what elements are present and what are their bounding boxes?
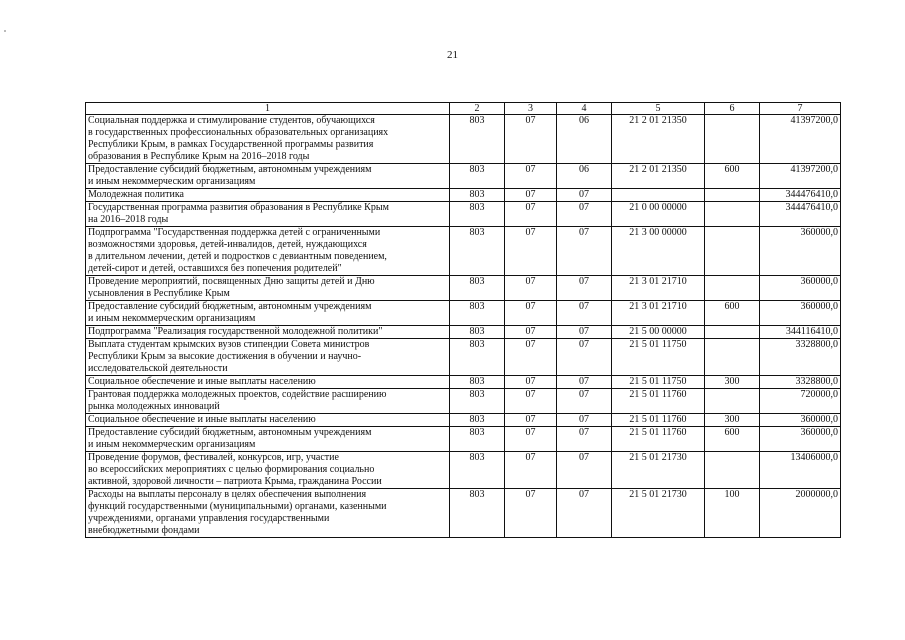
row-name-cell: Государственная программа развития образования в Республике Крым на 2016–2018 годы: [86, 202, 450, 227]
row-subsection-cell: 07: [557, 427, 612, 452]
row-name-cell: Социальная поддержка и стимулирование студентов, обучающихся в государственных профессиональных образовательных организациях Республики Крым, в рамках Государственной программы развития образования в Республике Крым на 2016–2018 годы: [86, 115, 450, 164]
row-expense-type-cell: [705, 389, 760, 414]
table-row: [86, 326, 841, 339]
row-section-cell: 07: [505, 339, 557, 376]
table-row: [86, 301, 841, 326]
column-header-2: 2: [450, 103, 505, 115]
row-section-cell: 07: [505, 326, 557, 339]
row-target-code-cell: 21 3 01 21710: [612, 276, 705, 301]
row-name-cell: Расходы на выплаты персоналу в целях обеспечения выполнения функций государственными (муниципальными) органами, казенными учреждениями, органами управления государственными внебюджетными фондами: [86, 489, 450, 538]
row-name-cell: Предоставление субсидий бюджетным, автономным учреждениям и иным некоммерческим организациям: [86, 427, 450, 452]
row-subsection-cell: 07: [557, 202, 612, 227]
row-amount-cell: 2000000,0: [760, 489, 841, 538]
row-amount-cell: 41397200,0: [760, 164, 841, 189]
row-expense-type-cell: [705, 276, 760, 301]
row-amount-cell: 344116410,0: [760, 326, 841, 339]
row-subsection-cell: 07: [557, 414, 612, 427]
row-amount-cell: 360000,0: [760, 414, 841, 427]
row-section-cell: 07: [505, 389, 557, 414]
row-amount-cell: 3328800,0: [760, 339, 841, 376]
row-target-code-cell: 21 2 01 21350: [612, 164, 705, 189]
row-amount-cell: 344476410,0: [760, 202, 841, 227]
row-target-code-cell: 21 5 01 11750: [612, 376, 705, 389]
row-grbs-cell: 803: [450, 489, 505, 538]
row-name-cell: Проведение форумов, фестивалей, конкурсов, игр, участие во всероссийских мероприятиях с целью формирования социально активной, здоровой личности – патриота Крыма, гражданина России: [86, 452, 450, 489]
row-expense-type-cell: 100: [705, 489, 760, 538]
row-grbs-cell: 803: [450, 389, 505, 414]
row-target-code-cell: 21 3 00 00000: [612, 227, 705, 276]
row-section-cell: 07: [505, 202, 557, 227]
row-section-cell: 07: [505, 115, 557, 164]
row-expense-type-cell: [705, 452, 760, 489]
row-grbs-cell: 803: [450, 427, 505, 452]
header-row: [86, 103, 841, 115]
row-subsection-cell: 06: [557, 164, 612, 189]
column-header-5: 5: [612, 103, 705, 115]
row-expense-type-cell: [705, 339, 760, 376]
row-expense-type-cell: [705, 202, 760, 227]
page-number: 21: [447, 49, 458, 61]
row-section-cell: 07: [505, 276, 557, 301]
column-header-6: 6: [705, 103, 760, 115]
column-header-7: 7: [760, 103, 841, 115]
row-name-cell: Выплата студентам крымских вузов стипендии Совета министров Республики Крым за высокие достижения в обучении и научно- исследовательской деятельности: [86, 339, 450, 376]
row-amount-cell: 13406000,0: [760, 452, 841, 489]
row-name-cell: Молодежная политика: [86, 189, 450, 202]
row-target-code-cell: 21 0 00 00000: [612, 202, 705, 227]
table-row: [86, 164, 841, 189]
row-section-cell: 07: [505, 376, 557, 389]
table-row: [86, 376, 841, 389]
row-subsection-cell: 07: [557, 489, 612, 538]
row-subsection-cell: 07: [557, 189, 612, 202]
row-section-cell: 07: [505, 414, 557, 427]
row-target-code-cell: 21 5 01 11760: [612, 427, 705, 452]
row-expense-type-cell: 600: [705, 427, 760, 452]
row-section-cell: 07: [505, 189, 557, 202]
table-row: [86, 189, 841, 202]
row-section-cell: 07: [505, 301, 557, 326]
row-grbs-cell: 803: [450, 276, 505, 301]
row-section-cell: 07: [505, 489, 557, 538]
row-target-code-cell: 21 5 01 11760: [612, 389, 705, 414]
row-grbs-cell: 803: [450, 227, 505, 276]
row-grbs-cell: 803: [450, 339, 505, 376]
row-expense-type-cell: [705, 189, 760, 202]
row-section-cell: 07: [505, 427, 557, 452]
row-name-cell: Грантовая поддержка молодежных проектов, содействие расширению рынка молодежных инноваций: [86, 389, 450, 414]
row-name-cell: Предоставление субсидий бюджетным, автономным учреждениям и иным некоммерческим организациям: [86, 164, 450, 189]
row-name-cell: Социальное обеспечение и иные выплаты населению: [86, 376, 450, 389]
table-row: [86, 427, 841, 452]
row-target-code-cell: [612, 189, 705, 202]
row-section-cell: 07: [505, 452, 557, 489]
row-target-code-cell: 21 5 01 21730: [612, 452, 705, 489]
row-grbs-cell: 803: [450, 189, 505, 202]
row-target-code-cell: 21 5 01 11750: [612, 339, 705, 376]
row-expense-type-cell: [705, 115, 760, 164]
table-row: [86, 276, 841, 301]
row-amount-cell: 344476410,0: [760, 189, 841, 202]
table-row: [86, 227, 841, 276]
row-section-cell: 07: [505, 164, 557, 189]
table-row: [86, 489, 841, 538]
row-subsection-cell: 06: [557, 115, 612, 164]
row-grbs-cell: 803: [450, 376, 505, 389]
row-subsection-cell: 07: [557, 326, 612, 339]
row-subsection-cell: 07: [557, 376, 612, 389]
row-subsection-cell: 07: [557, 389, 612, 414]
table-row: [86, 452, 841, 489]
row-amount-cell: 360000,0: [760, 276, 841, 301]
row-amount-cell: 3328800,0: [760, 376, 841, 389]
row-grbs-cell: 803: [450, 301, 505, 326]
row-name-cell: Социальное обеспечение и иные выплаты населению: [86, 414, 450, 427]
row-target-code-cell: 21 5 01 21730: [612, 489, 705, 538]
row-amount-cell: 360000,0: [760, 427, 841, 452]
row-expense-type-cell: 600: [705, 301, 760, 326]
row-target-code-cell: 21 5 01 11760: [612, 414, 705, 427]
row-grbs-cell: 803: [450, 414, 505, 427]
row-subsection-cell: 07: [557, 227, 612, 276]
row-expense-type-cell: 600: [705, 164, 760, 189]
table-row: [86, 202, 841, 227]
row-grbs-cell: 803: [450, 452, 505, 489]
column-header-4: 4: [557, 103, 612, 115]
table-row: [86, 389, 841, 414]
row-target-code-cell: 21 3 01 21710: [612, 301, 705, 326]
table-row: [86, 414, 841, 427]
table-row: [86, 115, 841, 164]
row-grbs-cell: 803: [450, 115, 505, 164]
row-amount-cell: 41397200,0: [760, 115, 841, 164]
row-expense-type-cell: [705, 326, 760, 339]
row-subsection-cell: 07: [557, 339, 612, 376]
row-name-cell: Проведение мероприятий, посвященных Дню защиты детей и Дню усыновления в Республике Крым: [86, 276, 450, 301]
row-grbs-cell: 803: [450, 164, 505, 189]
row-expense-type-cell: [705, 227, 760, 276]
row-amount-cell: 720000,0: [760, 389, 841, 414]
table-row: [86, 339, 841, 376]
row-section-cell: 07: [505, 227, 557, 276]
row-subsection-cell: 07: [557, 276, 612, 301]
row-expense-type-cell: 300: [705, 376, 760, 389]
row-expense-type-cell: 300: [705, 414, 760, 427]
row-target-code-cell: 21 5 00 00000: [612, 326, 705, 339]
scan-speck: [4, 30, 6, 32]
row-grbs-cell: 803: [450, 326, 505, 339]
row-subsection-cell: 07: [557, 452, 612, 489]
budget-table: [85, 102, 841, 538]
column-header-1: 1: [86, 103, 450, 115]
row-name-cell: Подпрограмма "Реализация государственной молодежной политики": [86, 326, 450, 339]
row-name-cell: Предоставление субсидий бюджетным, автономным учреждениям и иным некоммерческим организациям: [86, 301, 450, 326]
row-grbs-cell: 803: [450, 202, 505, 227]
row-amount-cell: 360000,0: [760, 227, 841, 276]
row-subsection-cell: 07: [557, 301, 612, 326]
row-amount-cell: 360000,0: [760, 301, 841, 326]
row-target-code-cell: 21 2 01 21350: [612, 115, 705, 164]
row-name-cell: Подпрограмма "Государственная поддержка детей с ограниченными возможностями здоровья, детей-инвалидов, детей, нуждающихся в длительном лечении, детей и подростков с девиантным поведением, детей-сирот и детей, оставшихся без попечения родителей": [86, 227, 450, 276]
column-header-3: 3: [505, 103, 557, 115]
